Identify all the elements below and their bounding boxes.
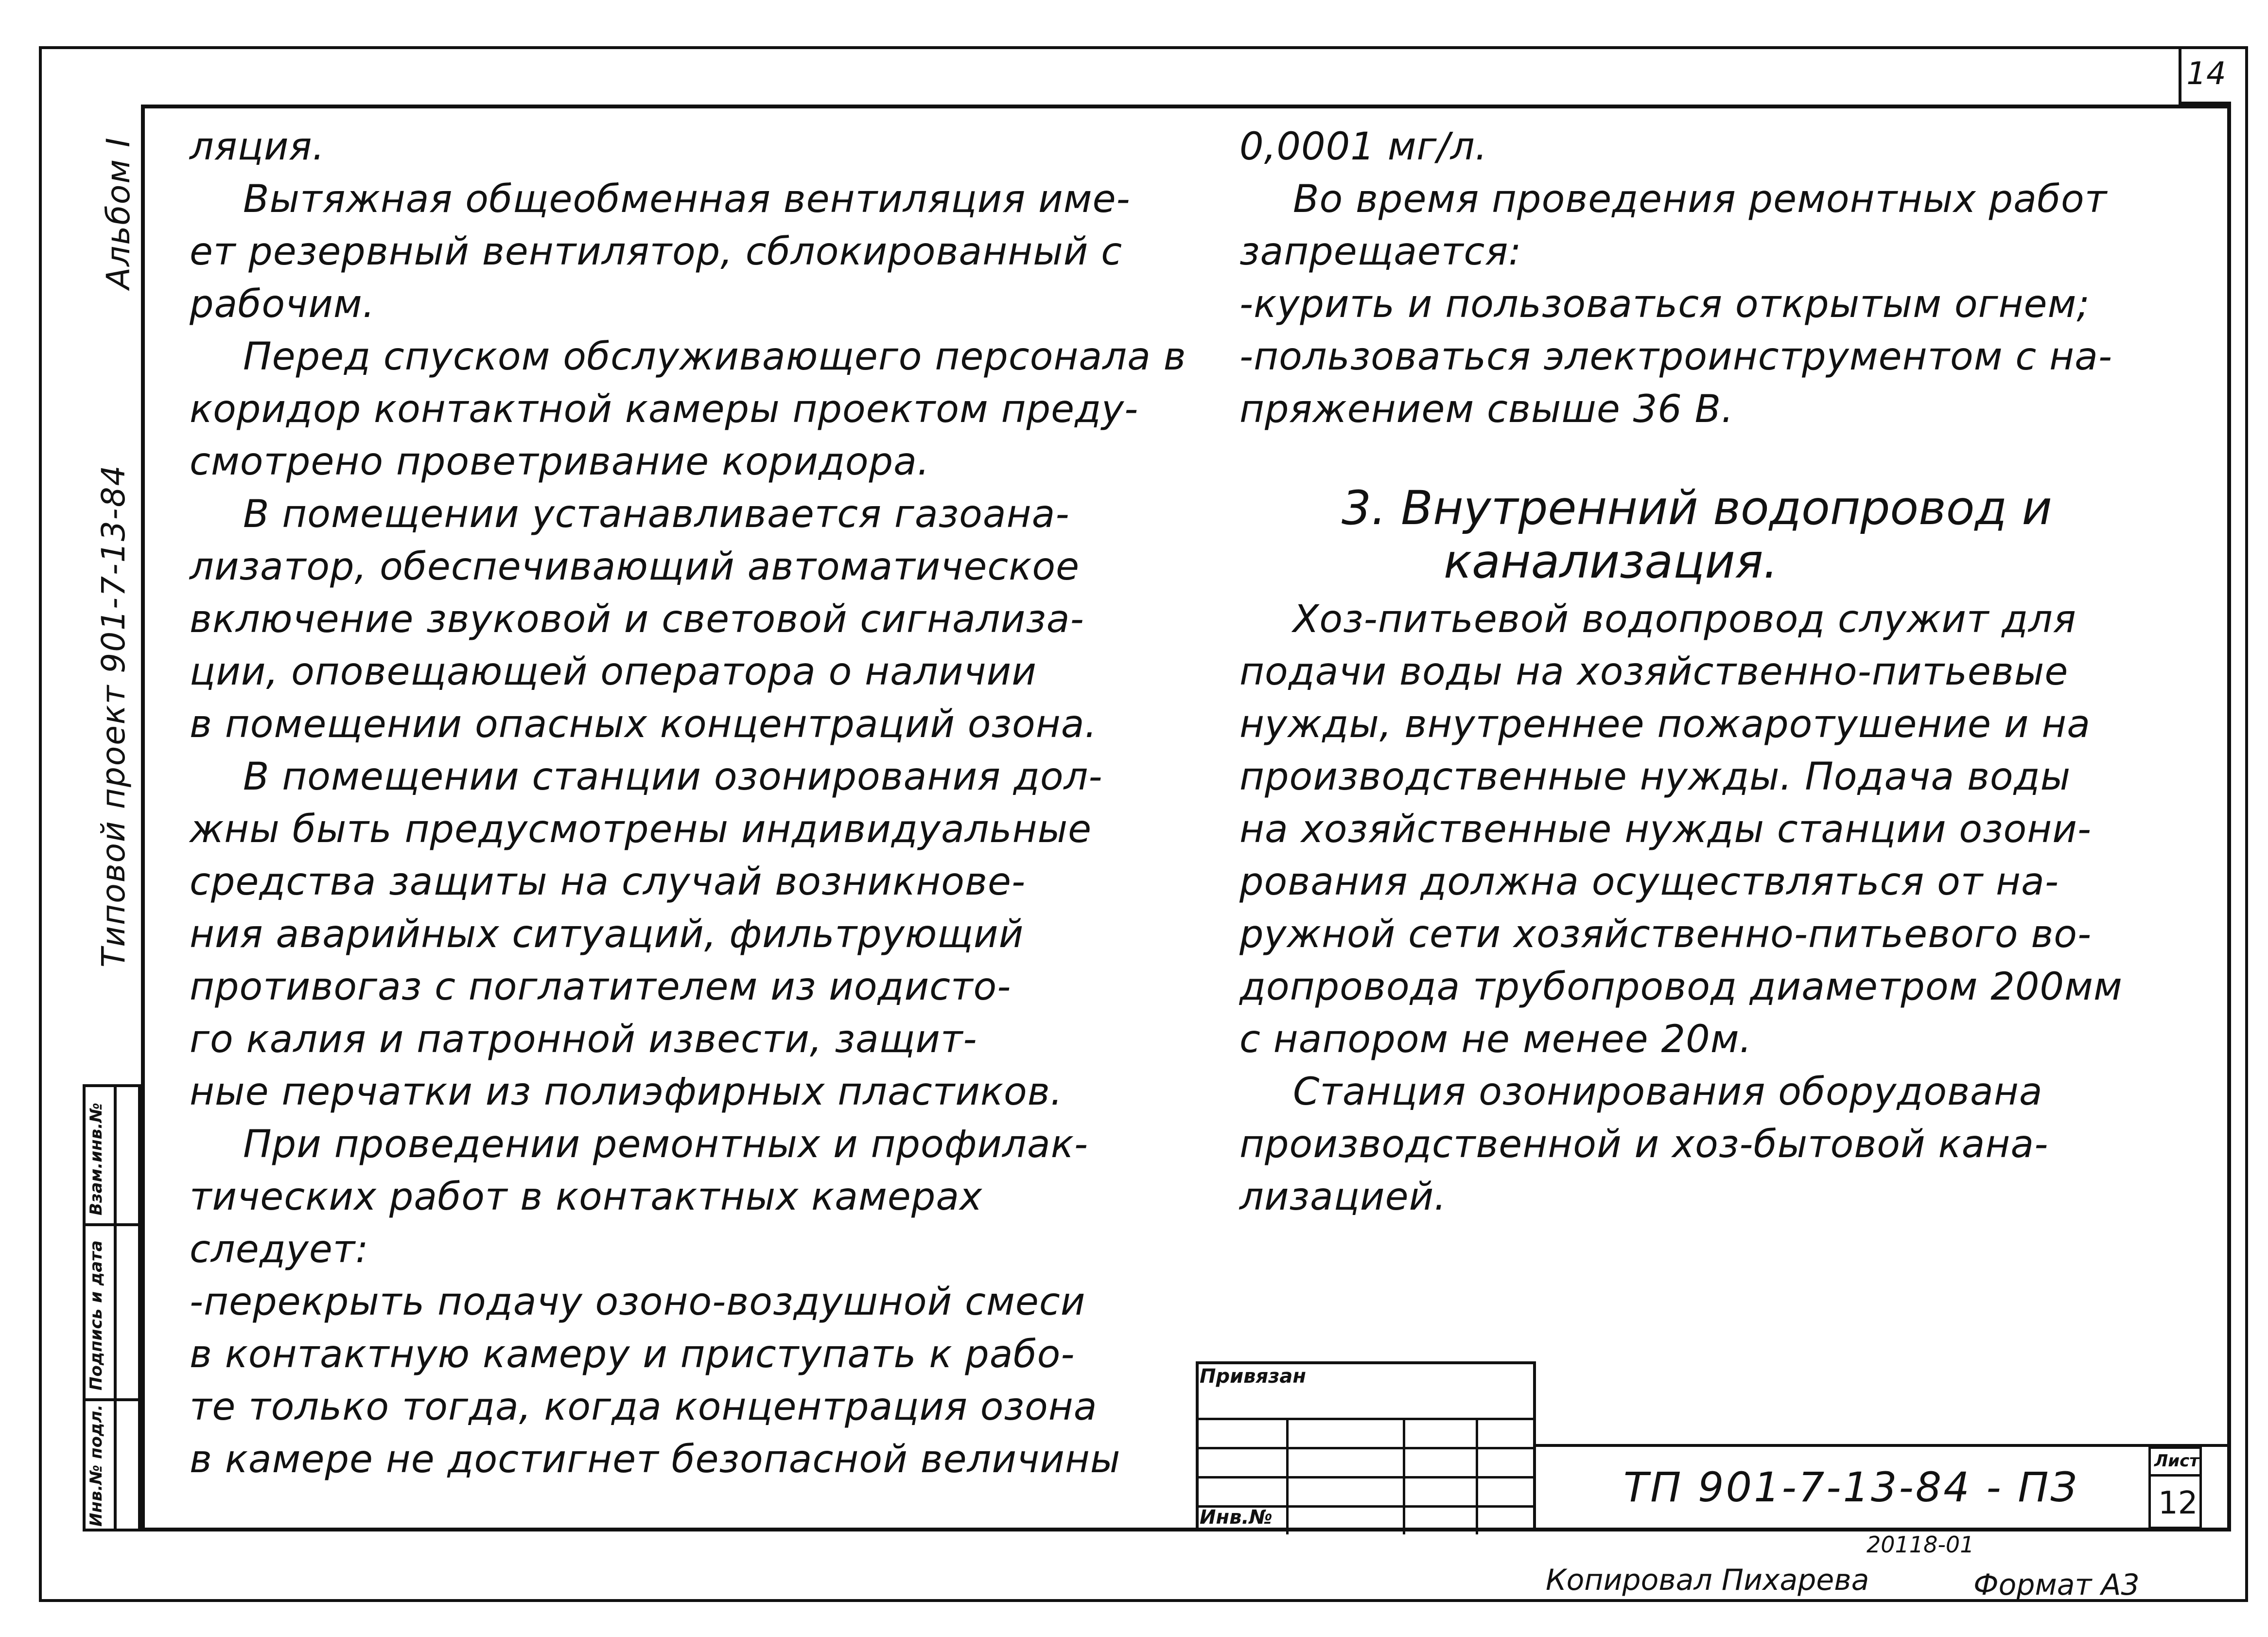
text-line: лизатор, обеспечивающий автоматическое: [190, 545, 1080, 589]
text-line: смотрено проветривание коридора.: [190, 440, 930, 484]
text-line: ния аварийных ситуаций, фильтрующий: [190, 913, 1024, 956]
paper-format: Формат А3: [1973, 1568, 2140, 1602]
text-line: ружной сети хозяйственно-питьевого во-: [1239, 913, 2092, 956]
text-line: Хоз-питьевой водопровод служит для: [1293, 598, 2076, 641]
bound-label: Привязан: [1200, 1365, 1307, 1388]
text-line: производственной и хоз-бытовой кана-: [1239, 1123, 2049, 1166]
text-line: -пользоваться электроинструментом с на-: [1239, 335, 2113, 379]
text-line: ет резервный вентилятор, сблокированный с: [190, 230, 1123, 274]
text-line: в контактную камеру и приступать к рабо-: [190, 1333, 1075, 1376]
right-text-top: [1239, 121, 2112, 436]
text-line: ции, оповещающей оператора о наличии: [190, 650, 1037, 694]
replaces-inv-label: Взам.инв.№: [87, 1103, 106, 1215]
text-line: с напором не менее 20м.: [1239, 1018, 1752, 1061]
text-line: производственные нужды. Подача воды: [1239, 755, 2071, 799]
sheet-value: 12: [2158, 1485, 2198, 1521]
text-line: При проведении ремонтных и профилак-: [243, 1123, 1088, 1166]
sheet-number: 14: [2179, 46, 2231, 105]
text-line: жны быть предусмотрены индивидуальные: [190, 808, 1092, 851]
text-line: пряжением свыше 36 В.: [1239, 387, 1734, 431]
text-line: подачи воды на хозяйственно-питьевые: [1239, 650, 2069, 694]
text-line: Во время проведения ремонтных работ: [1293, 177, 2108, 221]
text-line: го калия и патронной извести, защит-: [190, 1018, 977, 1061]
right-text-body: [1239, 593, 2123, 1223]
text-line: Станция озонирования оборудована: [1293, 1070, 2043, 1114]
text-line: Вытяжная общеобменная вентиляция име-: [243, 177, 1131, 221]
text-line: те только тогда, когда концентрация озона: [190, 1385, 1098, 1429]
section-heading-line2: канализация.: [1444, 534, 1779, 589]
text-line: допровода трубопровод диаметром 200мм: [1239, 965, 2123, 1009]
copied-by: Копировал Пихарева: [1546, 1563, 1869, 1597]
text-line: В помещении устанавливается газоана-: [243, 493, 1070, 536]
text-line: В помещении станции озонирования дол-: [243, 755, 1103, 799]
text-line: 0,0001 мг/л.: [1239, 125, 1488, 169]
text-line: включение звуковой и световой сигнализа-: [190, 598, 1084, 641]
text-line: -курить и пользоваться открытым огнем;: [1239, 282, 2090, 326]
left-text-column: [190, 121, 1186, 1486]
text-line: запрещается:: [1239, 230, 1522, 274]
text-line: -перекрыть подачу озоно-воздушной смеси: [190, 1280, 1086, 1324]
inv-no-label: Инв.№: [1200, 1506, 1273, 1529]
signature-date-label: Подпись и дата: [87, 1240, 106, 1391]
inv-no-orig-label: Инв.№ подл.: [87, 1404, 106, 1527]
text-line: в камере не достигнет безопасной величины: [190, 1438, 1121, 1481]
text-line: средства защиты на случай возникнове-: [190, 860, 1026, 904]
project-label: Типовой проект 901-7-13-84: [95, 464, 132, 968]
text-line: противогаз с поглатителем из иодисто-: [190, 965, 1012, 1009]
text-line: следует:: [190, 1228, 369, 1271]
text-line: Перед спуском обслуживающего персонала в: [243, 335, 1186, 379]
text-line: рабочим.: [190, 282, 375, 326]
text-line: лизацией.: [1239, 1175, 1447, 1219]
text-line: рования должна осуществляться от на-: [1239, 860, 2059, 904]
section-heading-line1: 3. Внутренний водопровод и: [1342, 481, 2052, 535]
text-line: ные перчатки из полиэфирных пластиков.: [190, 1070, 1063, 1114]
text-line: коридор контактной камеры проектом преду-: [190, 387, 1139, 431]
document-code: ТП 901-7-13-84 - ПЗ: [1623, 1463, 2079, 1511]
text-line: тических работ в контактных камерах: [190, 1175, 983, 1219]
archive-number: 20118-01: [1867, 1531, 1974, 1558]
text-line: нужды, внутреннее пожаротушение и на: [1239, 703, 2091, 746]
album-label: Альбом I: [100, 137, 137, 289]
text-line: на хозяйственные нужды станции озони-: [1239, 808, 2092, 851]
text-line: в помещении опасных концентраций озона.: [190, 703, 1098, 746]
text-line: ляция.: [190, 125, 325, 169]
sheet-label: Лист: [2154, 1451, 2199, 1471]
